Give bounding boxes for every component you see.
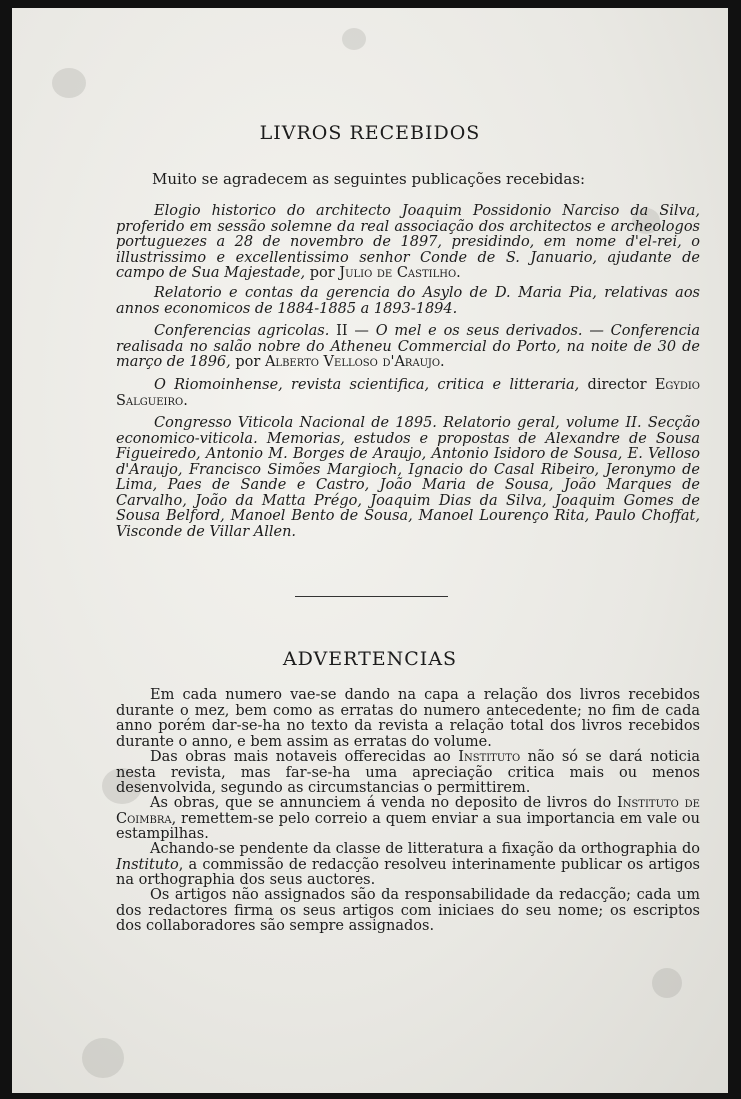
entry-connector: director xyxy=(579,377,655,393)
book-entry xyxy=(116,416,700,540)
page-stain xyxy=(82,1038,124,1078)
entry-author: Alberto Velloso d'Araujo. xyxy=(264,354,445,370)
entry-connector: por xyxy=(230,354,265,370)
document-page xyxy=(12,8,728,1093)
livros-recebidos-title: LIVROS RECEBIDOS xyxy=(259,122,481,144)
entry-connector: por xyxy=(305,265,340,281)
page-stain xyxy=(652,968,682,998)
paragraph-text: Achando-se pendente da classe de litteratura a fixação da orthographia do xyxy=(150,841,700,857)
paragraph-text: , a commissão de redacção resolveu interinamente publicar os artigos na orthographia dos seus auctores. xyxy=(116,856,700,888)
entry-author: Egydio Salgueiro. xyxy=(116,377,701,409)
book-entry xyxy=(116,204,700,282)
entry-title: Congresso Viticola Nacional de 1895. Relatorio geral, volume II. Secção economico-viticola. Memorias, estudos e propostas de Alexandre de Sousa Figueiredo, Antonio M. Borges de Araujo, Antonio Isidoro de Sousa, E. Velloso d'Araujo, Francisco Simões Margioch, Ignacio do Casal Ribeiro, Jeronymo de Lima, Paes de Sande e Castro, João Maria de Sousa, João Marques de Carvalho, João da Matta Prégo, Joaquim Dias da Silva, Joaquim Gomes de Sousa Belford, Manoel Bento de Sousa, Manoel Lourenço Rita, Paulo Choffat, Visconde de Villar Allen. xyxy=(116,415,700,540)
institution-name: Instituto xyxy=(116,856,179,873)
entry-title: Relatorio e contas da gerencia do Asylo de D. Maria Pia, relativas aos annos economicos de 1884-1885 a 1893-1894. xyxy=(116,285,700,317)
entry-subtitle: O mel e os seus derivados. — Conferencia realisada no salão nobre do Atheneu Commercial do Porto, na noite de 30 de março de 1896, xyxy=(116,323,700,370)
paragraph-text: As obras, que se annunciem á venda no deposito de livros do xyxy=(150,795,617,811)
book-entry xyxy=(116,324,700,371)
book-entry xyxy=(116,286,700,317)
institution-name: Instituto de Coimbra xyxy=(116,795,700,827)
paragraph-text: , remettem-se pelo correio a quem enviar a sua importancia em vale ou estampilhas. xyxy=(116,810,700,842)
entry-title: Elogio historico do architecto Joaquim Possidonio Narciso da Silva, proferido em sessão solemne da real associação dos architectos e archeologos portuguezes a 28 de novembro de 1897, presidindo, em nome d'el-rei, o illustrissimo e excellentissimo senhor Conde de S. Januario, ajudante de campo de Sua Majestade, xyxy=(116,203,700,281)
advertencia-paragraph xyxy=(116,842,700,889)
section-divider xyxy=(295,596,448,597)
entry-author: Julio de Castilho. xyxy=(339,265,461,281)
paragraph-text: Das obras mais notaveis offerecidas ao xyxy=(150,749,459,765)
book-entry xyxy=(116,378,700,409)
page-stain xyxy=(52,68,86,98)
paragraph-text: não só se dará noticia nesta revista, mas far-se-ha uma apreciação critica mais ou menos desenvolvida, segundo as circumstancias o permittirem. xyxy=(116,749,700,796)
advertencia-paragraph xyxy=(116,796,700,843)
entry-title: O Riomoinhense, revista scientifica, critica e litteraria, xyxy=(154,377,580,393)
institution-name: Instituto xyxy=(458,749,521,765)
page-stain xyxy=(342,28,366,50)
entry-title: Conferencias agricolas. xyxy=(154,323,330,339)
advertencia-paragraph: Os artigos não assignados são da responsabilidade da redacção; cada um dos redactores firma os seus artigos com iniciaes do seu nome; os escriptos dos collaboradores são sempre assignados. xyxy=(116,887,700,934)
advertencia-paragraph: Em cada numero vae-se dando na capa a relação dos livros recebidos durante o mez, bem como as erratas do numero antecedente; no fim de cada anno porém dar-se-ha no texto da revista a relação total dos livros recebidos durante o anno, e bem assim as erratas do volume. xyxy=(116,687,700,750)
advertencias-title: ADVERTENCIAS xyxy=(282,648,458,670)
entry-connector: II — xyxy=(329,323,376,339)
advertencia-paragraph xyxy=(116,750,700,797)
livros-intro: Muito se agradecem as seguintes publicações recebidas: xyxy=(152,170,586,188)
